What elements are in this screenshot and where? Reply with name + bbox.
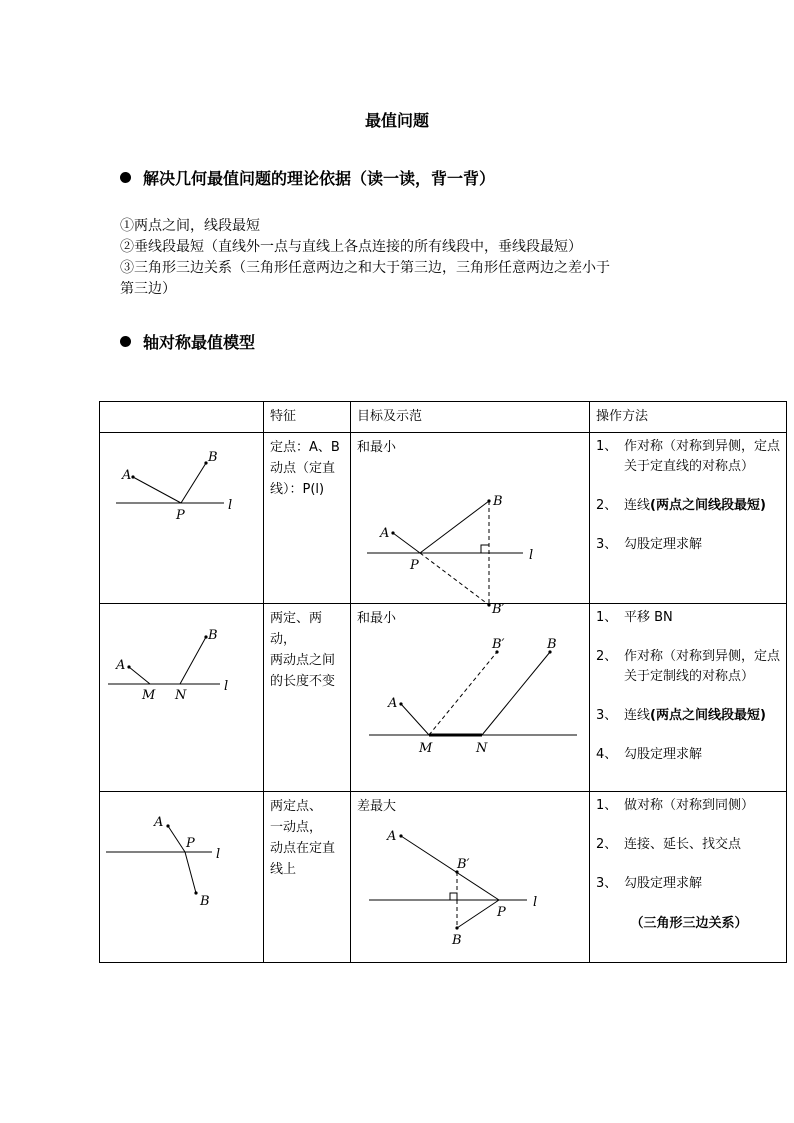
label-a: A	[388, 696, 398, 711]
method-step: 3、 勾股定理求解	[596, 537, 703, 552]
theory-point: 第三边）	[120, 281, 176, 297]
label-l: l	[533, 895, 538, 910]
theory-point: ②垂线段最短（直线外一点与直线上各点连接的所有线段中，垂线段最短）	[120, 239, 582, 255]
model3-demo-figure	[351, 792, 589, 958]
method-step: 1、 平移 BN	[596, 610, 673, 625]
model3-figure	[100, 792, 263, 958]
header-cell-figure	[100, 402, 264, 433]
figure-cell	[100, 604, 264, 792]
label-b-prime: B′	[457, 857, 470, 872]
table-row	[100, 433, 787, 604]
label-a: A	[154, 815, 164, 830]
label-l: l	[216, 847, 221, 862]
page-title: 最值问题	[364, 111, 429, 130]
goal-cell	[351, 604, 590, 792]
method-step: 1、 作对称（对称到异侧，定点关于定直线的对称点）	[596, 439, 781, 474]
label-b: B	[452, 933, 462, 948]
feature-line: 动点在定直	[270, 841, 336, 856]
feature-cell	[264, 604, 351, 792]
label-p: P	[176, 508, 185, 523]
label-p: P	[186, 836, 195, 851]
label-l: l	[529, 548, 534, 563]
feature-line: 线）：P(l)	[270, 482, 325, 497]
label-l: l	[228, 498, 233, 513]
feature-line: 的长度不变	[270, 674, 336, 689]
method-step: 2、 连线(两点之间线段最短)	[596, 498, 766, 513]
label-b: B	[208, 628, 218, 643]
label-b-prime: B′	[492, 602, 505, 617]
bullet-icon	[120, 172, 131, 183]
theory-point: ③三角形三边关系（三角形任意两边之和大于第三边，三角形任意两边之差小于	[120, 260, 610, 276]
header-cell-method: 操作方法	[590, 402, 787, 433]
models-table	[99, 401, 787, 963]
label-m: M	[142, 688, 156, 703]
label-a: A	[387, 829, 397, 844]
feature-line: 一动点，	[270, 820, 323, 835]
label-b-prime: B′	[492, 637, 505, 652]
label-a: A	[116, 658, 126, 673]
label-a: A	[380, 526, 390, 541]
table-row	[100, 792, 787, 963]
method-step: 4、 勾股定理求解	[596, 747, 703, 762]
feature-line: 线上	[270, 862, 297, 877]
label-b: B	[208, 450, 218, 465]
feature-cell	[264, 433, 351, 604]
method-step: 3、 连线(两点之间线段最短)	[596, 708, 766, 723]
table-row	[100, 604, 787, 792]
method-cell	[590, 792, 787, 963]
method-cell	[590, 433, 787, 604]
table-header-row	[100, 402, 787, 433]
goal-label: 和最小	[357, 440, 397, 455]
theory-point: ①两点之间，线段最短	[120, 218, 260, 234]
figure-cell	[100, 792, 264, 963]
label-n: N	[175, 688, 187, 703]
header-cell-goal: 目标及示范	[351, 402, 590, 433]
model1-demo-figure	[351, 433, 589, 617]
model2-figure	[100, 604, 263, 787]
method-step: 2、 连接、延长、找交点	[596, 837, 742, 852]
theory-points	[120, 216, 690, 300]
method-step: 3、 勾股定理求解	[596, 876, 703, 891]
method-note: （三角形三边关系）	[630, 916, 748, 931]
method-step: 1、 做对称（对称到同侧）	[596, 798, 755, 813]
method-step: 2、 作对称（对称到异侧，定点关于定制线的对称点）	[596, 649, 781, 684]
header-cell-feature: 特征	[264, 402, 351, 433]
method-cell	[590, 604, 787, 792]
feature-line: 两动点之间	[270, 653, 336, 668]
label-m: M	[419, 741, 433, 756]
feature-line: 两定点、	[270, 799, 323, 814]
goal-label: 差最大	[357, 799, 397, 814]
bullet-icon	[120, 336, 131, 347]
feature-line: 定点：A、B	[270, 440, 340, 455]
section-title: 解决几何最值问题的理论依据（读一读，背一背）	[143, 169, 496, 188]
feature-line: 动点（定直	[270, 461, 336, 476]
model1-figure	[100, 433, 263, 599]
feature-line: 两定、两动，	[270, 611, 323, 647]
label-l: l	[224, 679, 229, 694]
label-b: B	[493, 494, 503, 509]
feature-cell	[264, 792, 351, 963]
label-p: P	[410, 558, 419, 573]
section-heading-models	[120, 330, 255, 353]
model2-demo-figure	[351, 604, 589, 787]
label-b: B	[547, 637, 557, 652]
label-b: B	[200, 894, 210, 909]
label-a: A	[122, 468, 132, 483]
goal-cell	[351, 792, 590, 963]
figure-cell	[100, 433, 264, 604]
goal-label: 和最小	[357, 611, 397, 626]
goal-cell	[351, 433, 590, 617]
label-p: P	[497, 905, 506, 920]
section-title: 轴对称最值模型	[143, 333, 256, 352]
section-heading-theory	[120, 166, 495, 189]
label-n: N	[476, 741, 488, 756]
